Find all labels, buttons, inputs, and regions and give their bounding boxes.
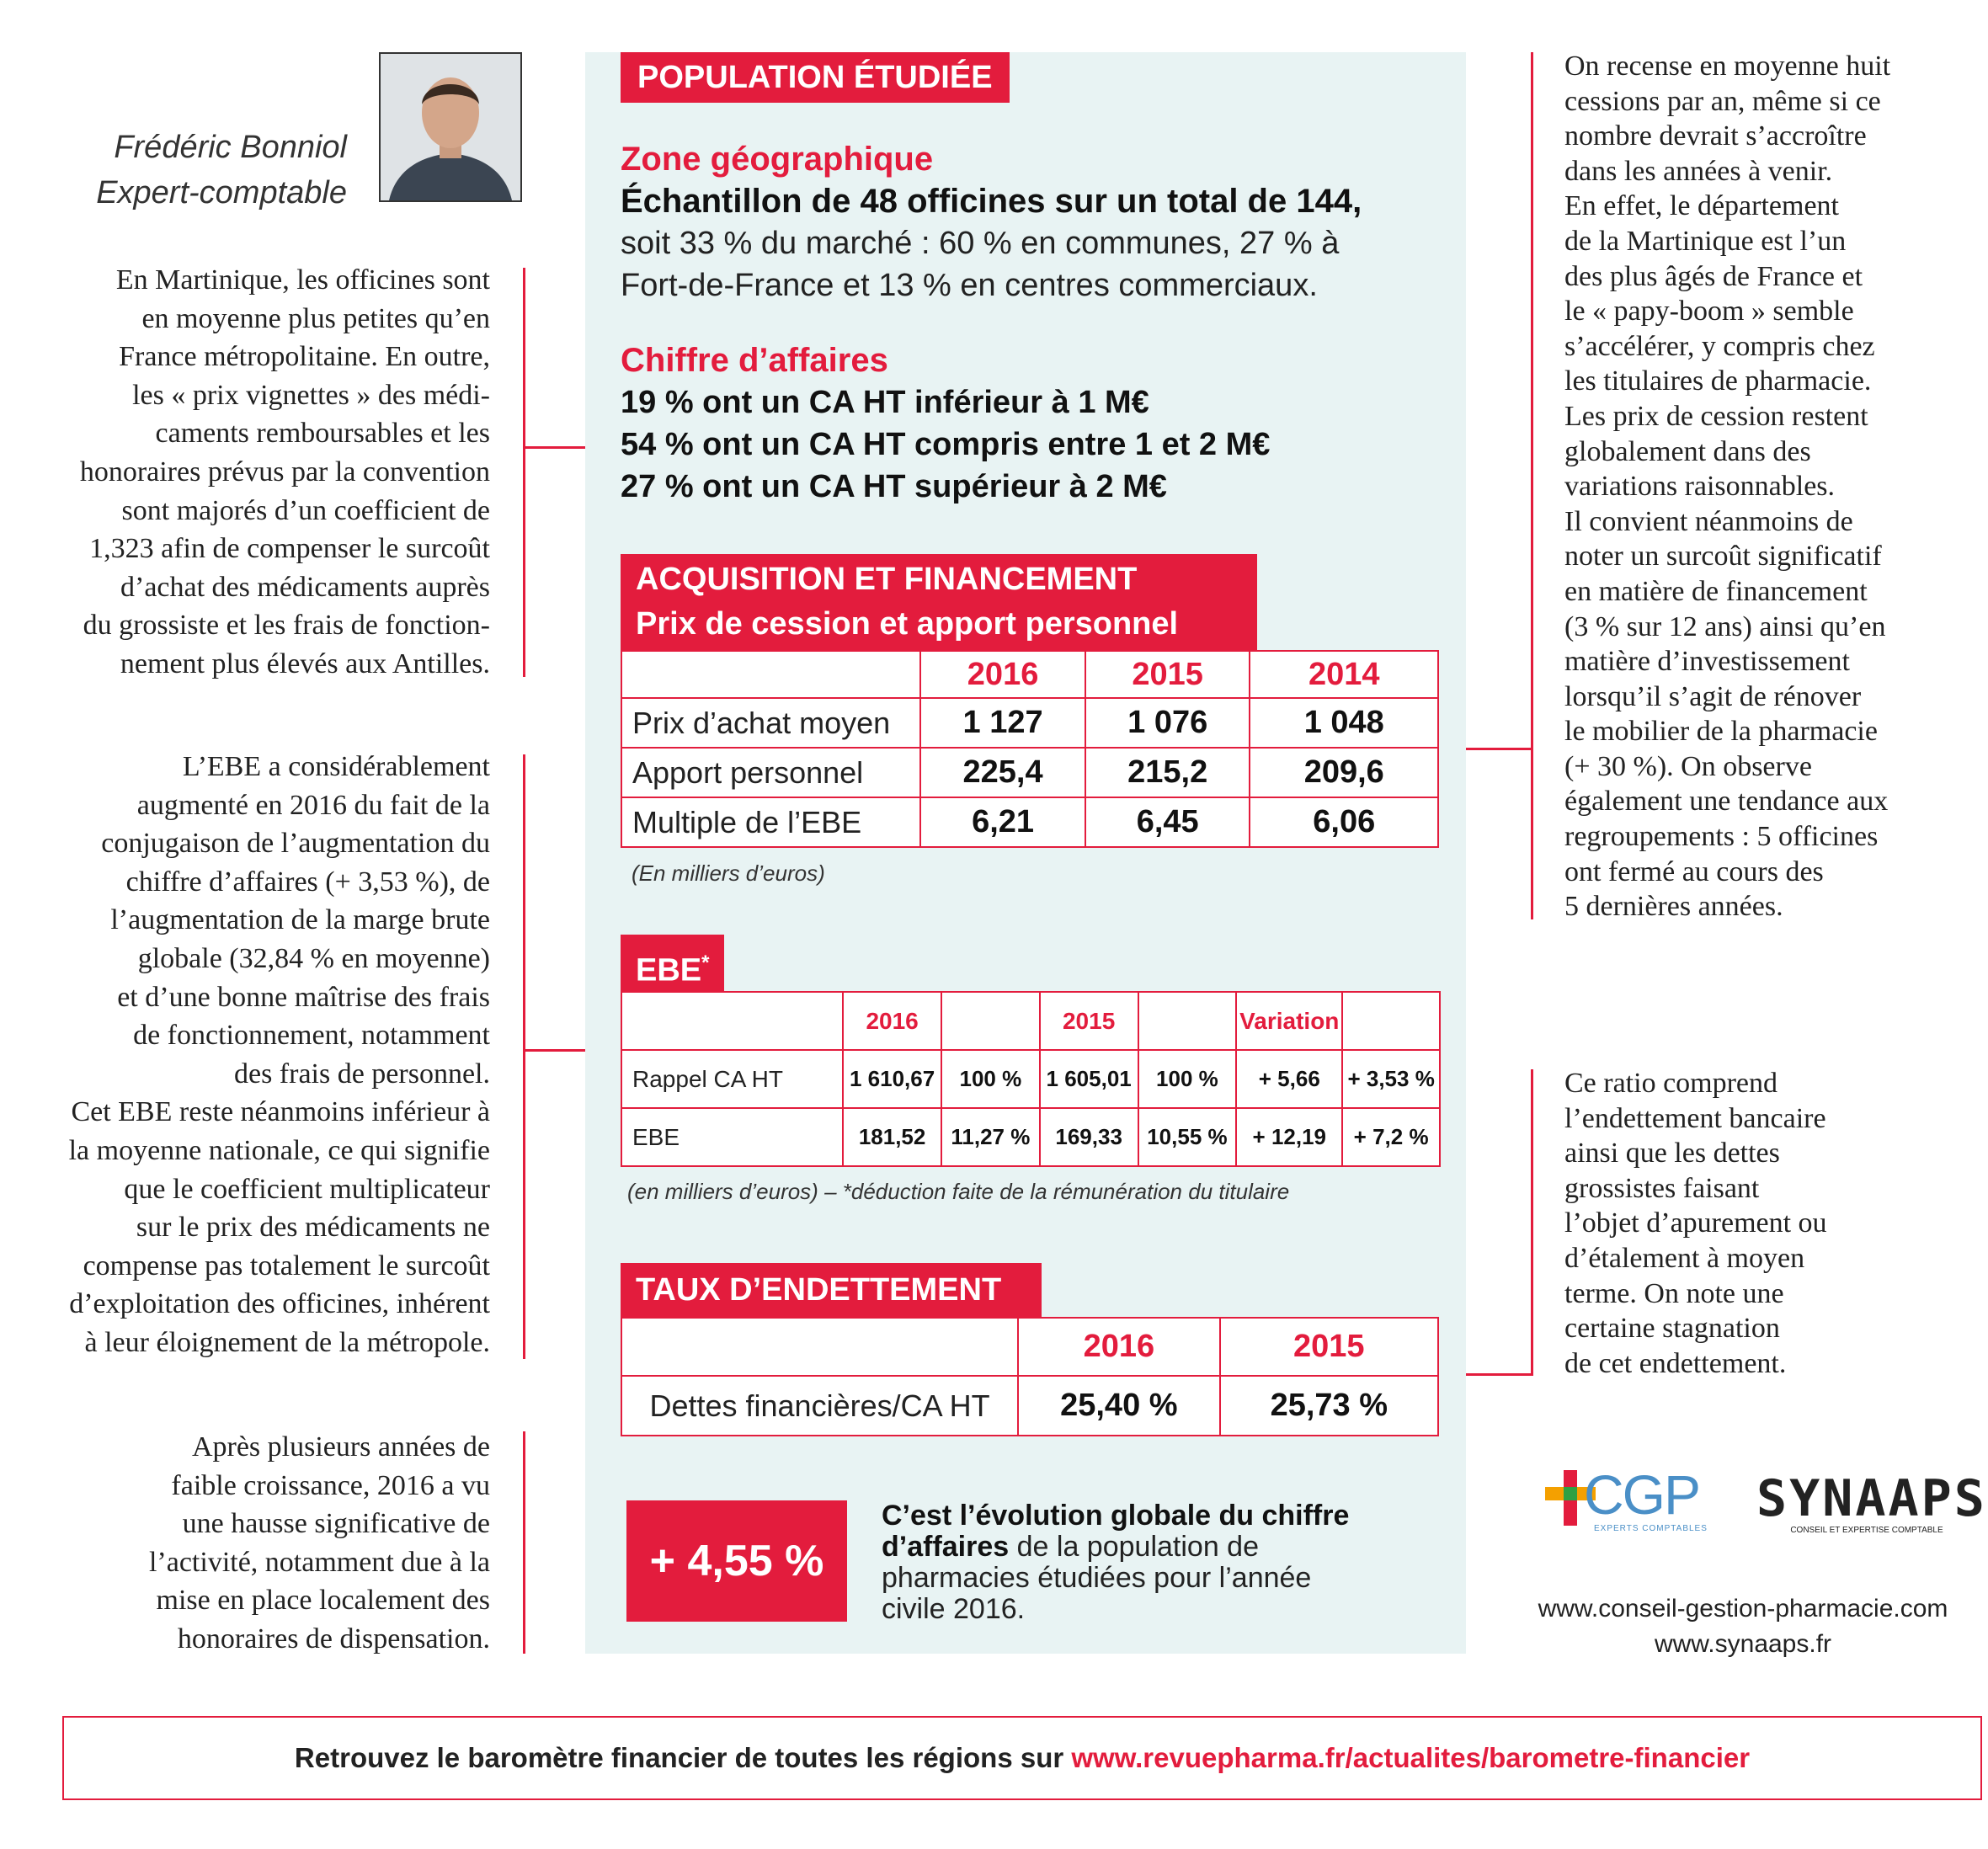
ca-line-3: 27 % ont un CA HT supérieur à 2 M€ — [621, 469, 1167, 504]
ca-line-2: 54 % ont un CA HT compris entre 1 et 2 M€ — [621, 427, 1271, 462]
population-title: POPULATION ÉTUDIÉE — [621, 52, 1010, 103]
ebe-h-blank-1 — [941, 992, 1040, 1050]
cgp-text: CGP — [1584, 1463, 1700, 1526]
growth-description — [882, 1500, 1353, 1625]
connector-tick-4 — [1466, 748, 1533, 750]
acquisition-table — [621, 650, 1439, 848]
connector-tick-1 — [523, 446, 585, 449]
zone-text — [621, 180, 1454, 306]
left-paragraph-1: En Martinique, les officines sont en moyenne plus petites qu’en France métropolitaine. En outre, les « prix vignettes » des médi- caments remboursables et les honoraires prévus par la convention sont majorés d’un coefficient de 1,323 afin de compenser le surcoût d’achat des médicaments auprès du grossiste et les frais de fonction- nement plus élevés aux Antilles. — [79, 264, 490, 679]
acquisition-title: ACQUISITION ET FINANCEMENT — [636, 562, 1138, 597]
table-row: Multiple de l’EBE 6,21 6,45 6,06 — [621, 797, 1438, 847]
author-role: Expert-comptable — [96, 175, 347, 210]
table-row: Apport personnel 225,4 215,2 209,6 — [621, 748, 1438, 797]
table-row: Dettes financières/CA HT 25,40 % 25,73 % — [621, 1376, 1438, 1436]
table-row: Prix d’achat moyen 1 127 1 076 1 048 — [621, 698, 1438, 748]
acq-year-2015: 2015 — [1085, 651, 1250, 698]
connector-line-2 — [523, 754, 525, 1359]
acq-year-2016: 2016 — [920, 651, 1085, 698]
endettement-header: TAUX D’ENDETTEMENT — [621, 1263, 1042, 1318]
ebe-star: * — [701, 951, 710, 974]
ebe-table — [621, 991, 1441, 1167]
footer-banner — [62, 1716, 1982, 1800]
footer-link[interactable]: www.revuepharma.fr/actualites/barometre-financier — [1071, 1742, 1751, 1773]
zone-line-3: Fort-de-France et 13 % en centres commerciaux. — [621, 268, 1318, 303]
acquisition-header — [621, 554, 1257, 650]
left-paragraph-3: Après plusieurs années de faible croissance, 2016 a vu une hausse significative de l’activité, notamment due à la mise en place localement des honoraires de dispensation. — [148, 1431, 490, 1655]
ebe-h-blank-2 — [1138, 992, 1237, 1050]
acq-year-2014: 2014 — [1250, 651, 1438, 698]
ebe-title: EBE — [636, 952, 702, 988]
endettement-table — [621, 1317, 1439, 1436]
ebe-h-2015: 2015 — [1040, 992, 1138, 1050]
website-link-2[interactable]: www.synaaps.fr — [1654, 1630, 1832, 1658]
connector-line-4 — [1531, 52, 1533, 919]
websites — [1516, 1591, 1970, 1662]
website-link-1[interactable]: www.conseil-gestion-pharmacie.com — [1538, 1595, 1948, 1623]
synaaps-logo — [1756, 1469, 1987, 1541]
zone-bold-line: Échantillon de 48 officines sur un total de 144, — [621, 183, 1362, 220]
portrait-image — [381, 54, 520, 200]
growth-bold: C’est l’évolution globale du chiffre d’affaires — [882, 1500, 1350, 1563]
ca-lines — [621, 381, 1454, 508]
ebe-corner — [621, 992, 843, 1050]
left-paragraph-2: L’EBE a considérablement augmenté en 2016 du fait de la conjugaison de l’augmentation du chiffre d’affaires (+ 3,53 %), de l’augmentation de la marge brute globale (32,84 % en moyenne) et d’une bonne maîtrise des frais de fonctionnement, notamment des frais de personnel. Cet EBE reste néanmoins inférieur à la moyenne nationale, ce qui signifie que le coefficient multiplicateur sur le prix des médicaments ne compense pas totalement le surcoût d’exploitation des officines, inhérent à leur éloignement de la métropole. — [68, 751, 490, 1358]
acquisition-note: (En milliers d’euros) — [632, 861, 825, 886]
zone-title: Zone géographique — [621, 141, 934, 178]
synaaps-text: SYNAAPS — [1756, 1469, 1987, 1528]
right-paragraph-1: On recense en moyenne huit cessions par an, même si ce nombre devrait s’accroître dans les années à venir. En effet, le département de la Martinique est l’un des plus âgés de France et le « papy-boom » semble s’accélérer, y compris chez les titulaires de pharmacie. Les prix de cession restent globalement dans des variations raisonnables. Il convient néanmoins de noter un surcoût significatif en matière de financement (3 % sur 12 ans) ainsi qu’en matière d’investissement lorsqu’il s’agit de rénover le mobilier de la pharmacie (+ 30 %). On observe également une tendance aux regroupements : 5 officines ont fermé au cours des 5 dernières années. — [1564, 51, 1891, 923]
ebe-note: (en milliers d’euros) – *déduction faite de la rémunération du titulaire — [627, 1179, 1290, 1204]
connector-line-3 — [523, 1431, 525, 1654]
growth-badge: + 4,55 % — [626, 1500, 847, 1622]
footer-text: Retrouvez le baromètre financier de toutes les régions sur — [294, 1742, 1072, 1773]
zone-line-2: soit 33 % du marché : 60 % en communes, 27 % à — [621, 226, 1340, 261]
connector-tick-2 — [523, 1049, 585, 1052]
ebe-h-blank-3 — [1342, 992, 1440, 1050]
connector-tick-5 — [1466, 1373, 1533, 1376]
cgp-subtext: EXPERTS COMPTABLES — [1594, 1524, 1708, 1533]
table-row: Rappel CA HT 1 610,67 100 % 1 605,01 100 % + 5,66 + 3,53 % — [621, 1050, 1440, 1108]
endet-year-2015: 2015 — [1220, 1318, 1438, 1376]
author-caption — [34, 125, 347, 216]
connector-line-1 — [523, 268, 525, 677]
ebe-h-variation: Variation — [1236, 992, 1342, 1050]
acquisition-subtitle: Prix de cession et apport personnel — [636, 606, 1179, 642]
synaaps-subtext: CONSEIL ET EXPERTISE COMPTABLE — [1790, 1526, 1943, 1535]
acq-corner — [621, 651, 920, 698]
endet-year-2016: 2016 — [1018, 1318, 1219, 1376]
ebe-header — [621, 935, 724, 992]
right-paragraph-2: Ce ratio comprend l’endettement bancaire ainsi que les dettes grossistes faisant l’objet d’apurement ou d’étalement à moyen terme. On note une certaine stagnation de cet endettement. — [1564, 1068, 1827, 1379]
ca-line-1: 19 % ont un CA HT inférieur à 1 M€ — [621, 385, 1149, 420]
ebe-h-2016: 2016 — [843, 992, 941, 1050]
ca-title: Chiffre d’affaires — [621, 342, 888, 379]
connector-line-5 — [1531, 1069, 1533, 1376]
table-row: EBE 181,52 11,27 % 169,33 10,55 % + 12,19 + 7,2 % — [621, 1108, 1440, 1166]
cgp-logo — [1545, 1463, 1722, 1543]
growth-rest: de la population de pharmacies étudiées pour l’année civile 2016. — [882, 1531, 1312, 1625]
author-photo — [379, 52, 522, 202]
endet-corner — [621, 1318, 1018, 1376]
author-name: Frédéric Bonniol — [114, 130, 347, 165]
